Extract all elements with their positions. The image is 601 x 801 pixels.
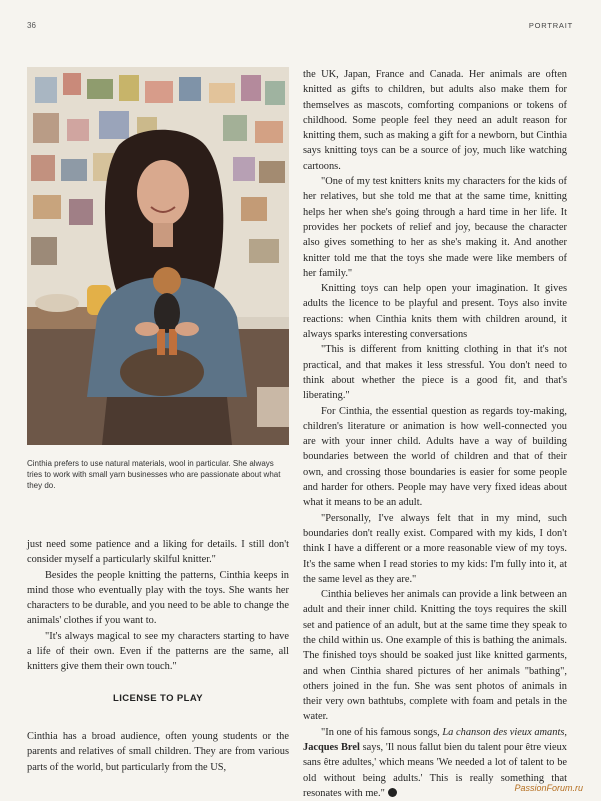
photo-caption: Cinthia prefers to use natural materials, wool in particular. She always tries to work with small yarn businesses who are passionate about what they do. bbox=[27, 459, 281, 490]
paragraph: "It's always magical to see my characters starting to have a life of their own. Even if the patterns are the same, all knitters give them their own touch." bbox=[27, 630, 289, 673]
text-run: "In one of his famous songs, bbox=[321, 726, 443, 738]
left-column-bottom bbox=[27, 729, 289, 775]
paragraph: Cinthia has a broad audience, often young students or the parents and relatives of small children. They are from various parts of the world, but particularly from the US, bbox=[27, 731, 289, 773]
right-column bbox=[303, 67, 567, 801]
song-title: La chanson des vieux amants bbox=[442, 726, 565, 738]
running-head: PORTRAIT bbox=[528, 21, 573, 30]
portrait-photo bbox=[27, 67, 289, 445]
photo-illustration bbox=[27, 67, 289, 445]
left-column-top bbox=[27, 537, 289, 675]
paragraph: Knitting toys can help open your imagination. It gives adults the licence to be playful and present. Toys also invite reactions: when Cinthia knits them with children around, it always sparks interesting conversations bbox=[303, 283, 567, 341]
paragraph: Cinthia believes her animals can provide a link between an adult and their inner child. Knitting the toys requires the skill set and patience of an adult, but at the same time they speak to the child within us. One example of this is bathing the animals. The finished toys should be soaked just like knitted garments, and when Cinthia shared pictures of her animals "bathing", others joined in the fun. She was sent photos of animals in their very own bathtubs, complete with foam and petals in the water. bbox=[303, 589, 567, 723]
watermark: PassionForum.ru bbox=[514, 783, 583, 793]
section-heading: LICENSE TO PLAY bbox=[113, 693, 203, 704]
text-run: says, 'Il nous fallut bien du talent pour être vieux sans être adultes,' which means 'We needed a lot of talent to be old without being adults.' This is really something that resonates with me." bbox=[303, 742, 567, 799]
paragraph: "Personally, I've always felt that in my mind, such boundaries don't really exist. Compared with my kids, I don't think I have a different or a more reasonable view of my toys. It's the same when I read stories to my kids: I'm fully into it, at the same level as they are." bbox=[303, 512, 567, 585]
page-number: 36 bbox=[27, 21, 36, 30]
paragraph: the UK, Japan, France and Canada. Her animals are often knitted as gifts to children, but adults also make them for themselves as mascots, comforting companions or tokens of childhood. Some people feel they need an adult reason for knitting them, such as making a gift for a newborn, but Cinthia says knitting toys can be a source of joy, much like watching cartoons. bbox=[303, 69, 567, 172]
paragraph: "This is different from knitting clothing in that it's not practical, and that makes it less stressful. You don't need to think about whether the piece is a good fit, and that's liberating." bbox=[303, 344, 567, 402]
end-mark-icon bbox=[388, 788, 397, 797]
paragraph: "One of my test knitters knits my characters for the kids of her relatives, but she told me that at the same time, knitting helps her when she's going through a hard time in her life. It provides her pockets of relief and joy, because the character also gives something to her as she's making it. And another knitter told me that the toys she made were like members of her family." bbox=[303, 176, 567, 279]
person-name: Jacques Brel bbox=[303, 742, 360, 754]
paragraph: just need some patience and a liking for details. I still don't consider myself a particularly skilful knitter." bbox=[27, 539, 289, 566]
paragraph: For Cinthia, the essential question as regards toy-making, children's literature or animation is how well-connected you are with your inner child. Adults have a way of building boundaries between the world of children and that of their own, and crossing those boundaries is easier for some people and harder for others. People may have very fixed ideas about what it means to be an adult. bbox=[303, 405, 567, 509]
text-run: , bbox=[564, 726, 567, 738]
paragraph: Besides the people knitting the patterns, Cinthia keeps in mind those who eventually play with the toys. She wants her characters to be durable, and you need to be able to change the animals' clothes if you want to. bbox=[27, 569, 289, 627]
